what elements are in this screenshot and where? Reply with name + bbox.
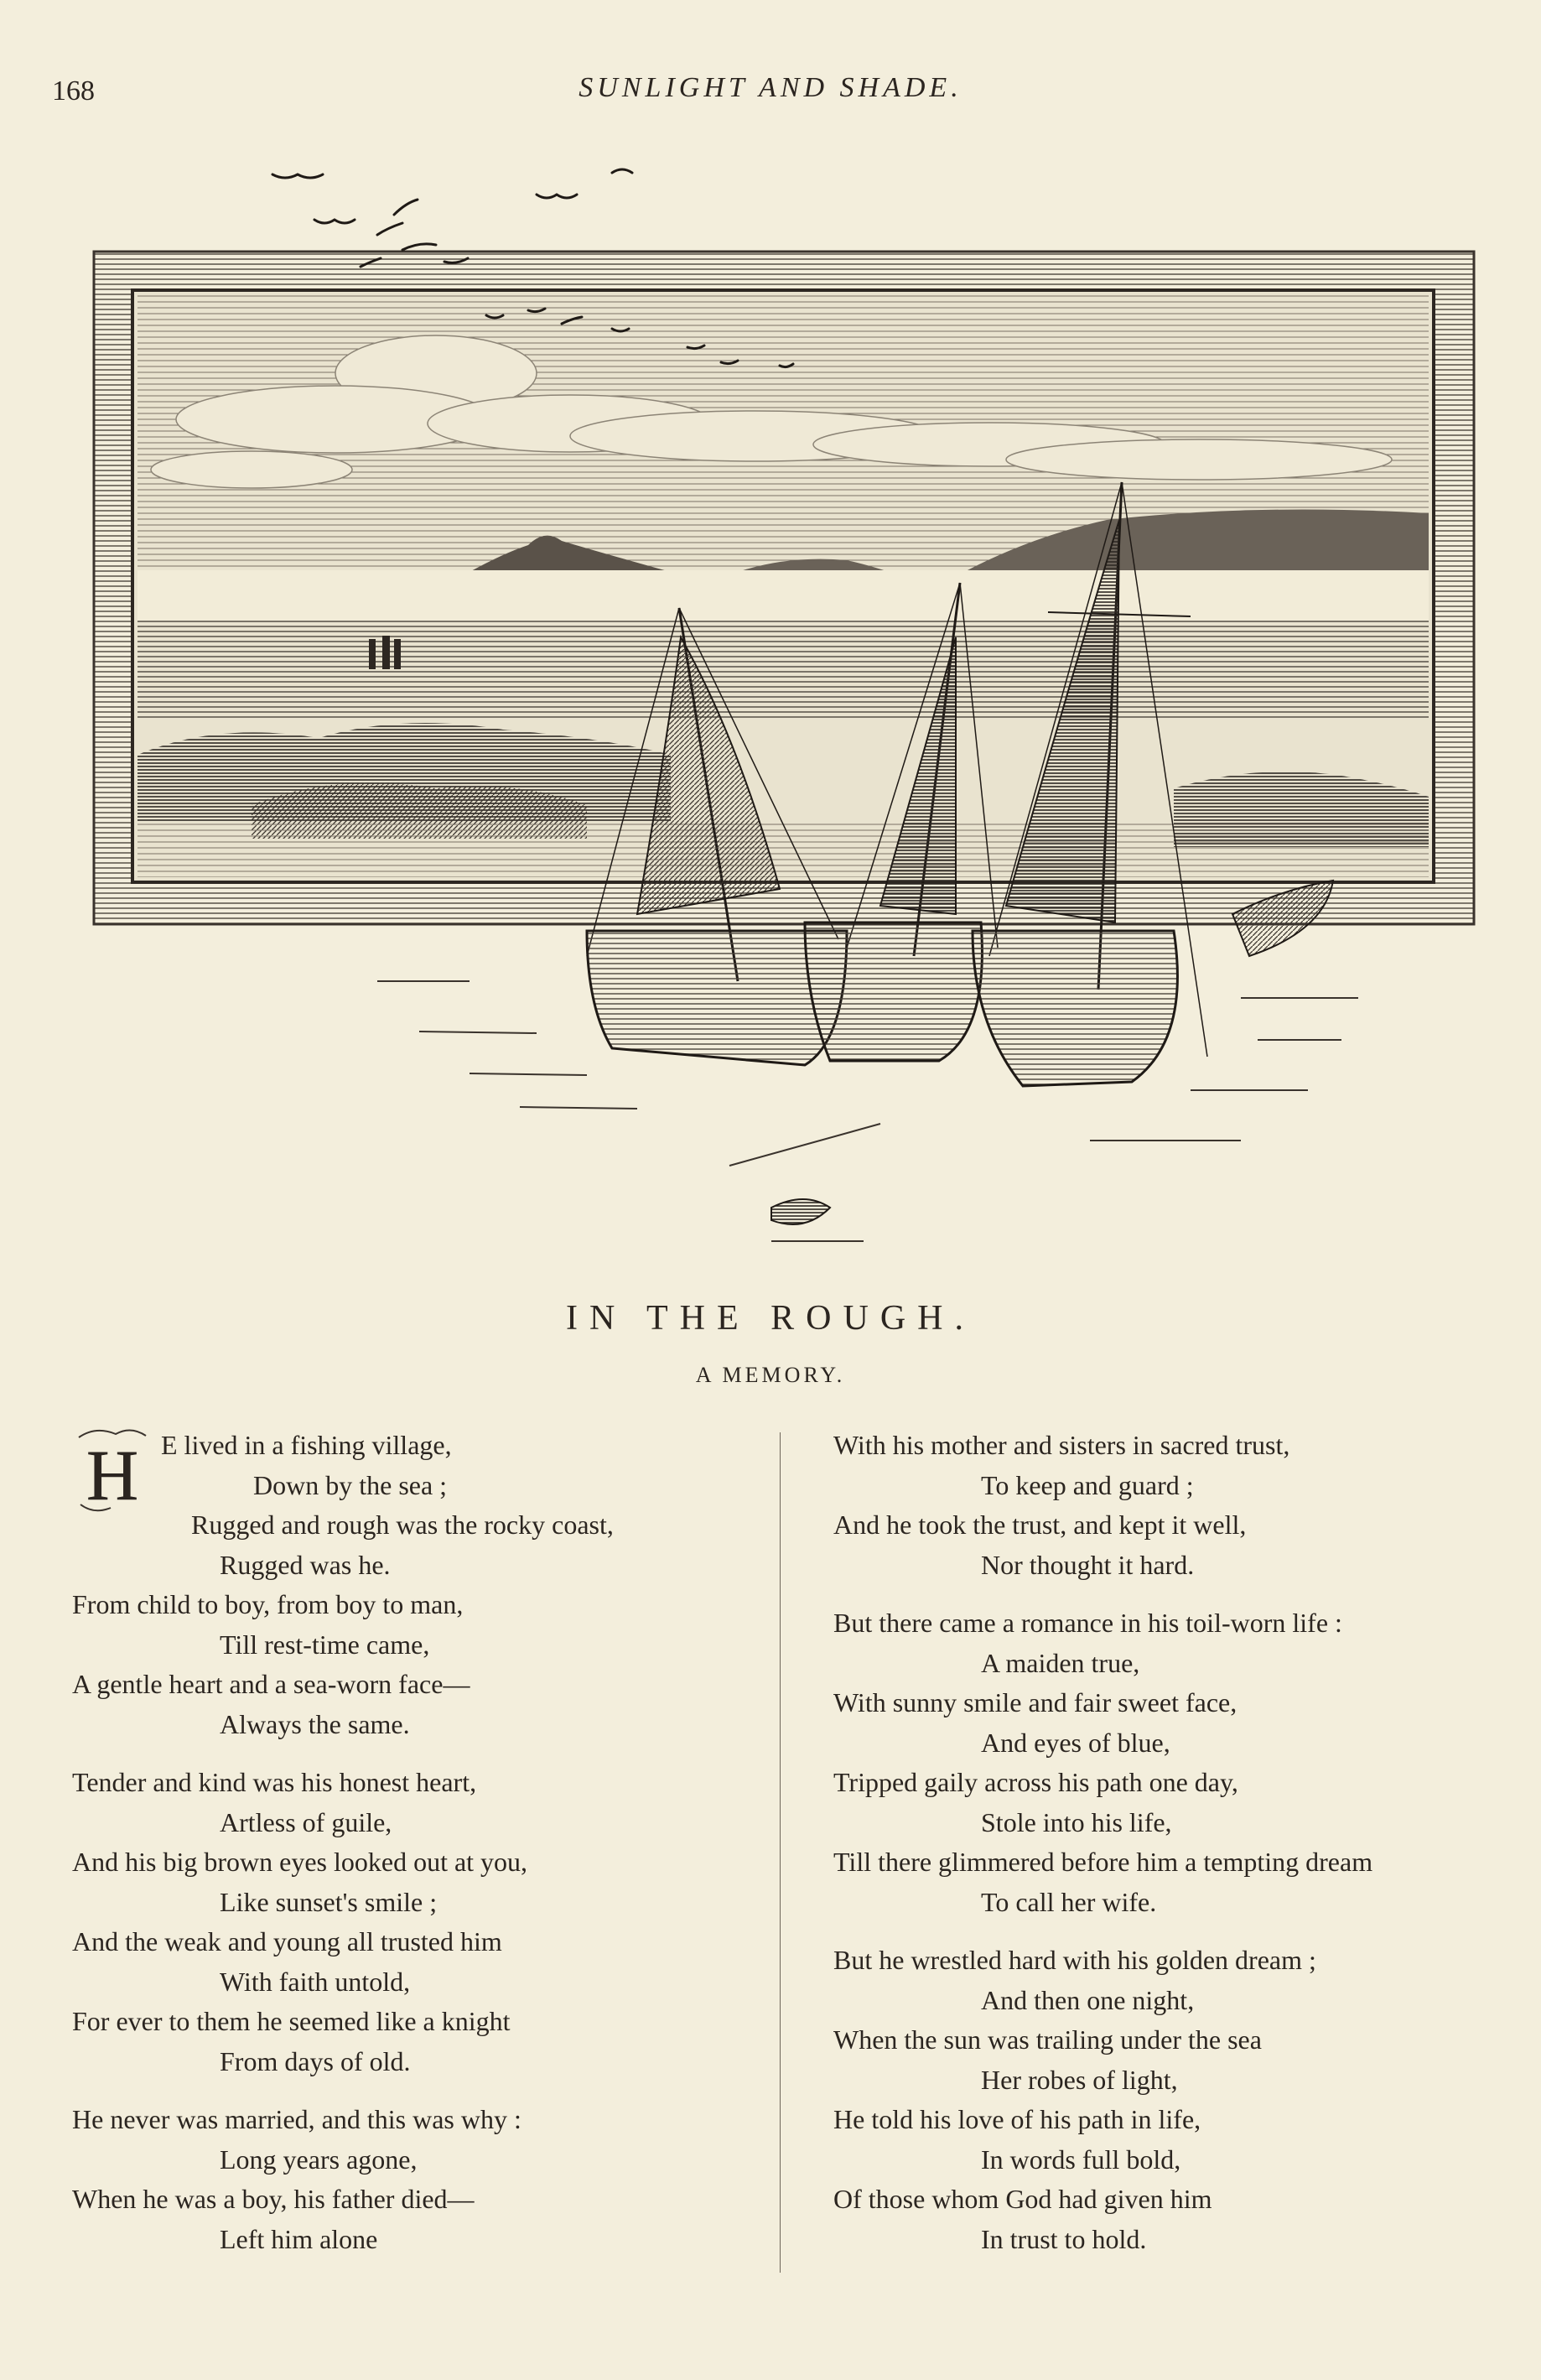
poem-line: With faith untold,: [220, 1966, 411, 1997]
poem-column-right: [833, 1426, 1538, 2278]
poem-line: With sunny smile and fair sweet face,: [833, 1687, 1237, 1717]
svg-text:H: H: [86, 1435, 139, 1515]
poem-line: Down by the sea ;: [253, 1469, 448, 1500]
poem-line: For ever to them he seemed like a knight: [72, 2006, 511, 2036]
poem-line: E lived in a fishing village,: [161, 1430, 452, 1460]
poem-line: From days of old.: [220, 2045, 411, 2076]
poem-line: And the weak and young all trusted him: [72, 1926, 502, 1956]
poem-line: When the sun was trailing under the sea: [833, 2024, 1262, 2055]
hull: [805, 922, 982, 1061]
poem-title: IN THE ROUGH.: [565, 1299, 976, 1338]
poem-line: Rugged was he.: [220, 1549, 391, 1580]
page-number: 168: [52, 75, 95, 107]
distant-figures: [369, 636, 401, 669]
ornamental-dropcap: [72, 1426, 153, 1515]
running-title: SUNLIGHT AND SHADE.: [579, 72, 962, 103]
poem-line: He told his love of his path in life,: [833, 2104, 1201, 2134]
poem-line: Nor thought it hard.: [981, 1549, 1195, 1580]
poem-line: Long years agone,: [220, 2144, 418, 2175]
column-divider: [780, 1432, 781, 2273]
poem-line: Artless of guile,: [220, 1806, 392, 1837]
anchor: [771, 1199, 830, 1224]
poem-line: He never was married, and this was why :: [72, 2104, 521, 2134]
poem-line: To call her wife.: [981, 1886, 1157, 1917]
poem-line: With his mother and sisters in sacred trust,: [833, 1430, 1290, 1460]
poem-line: But he wrestled hard with his golden dream ;: [833, 1945, 1316, 1975]
poem-line: Her robes of light,: [981, 2064, 1178, 2095]
poem-line: Tender and kind was his honest heart,: [72, 1767, 477, 1797]
poem-line: Stole into his life,: [981, 1806, 1172, 1837]
poem-line: Tripped gaily across his path one day,: [833, 1767, 1238, 1797]
poem-line: Of those whom God had given him: [833, 2184, 1212, 2214]
poem-line: Rugged and rough was the rocky coast,: [191, 1510, 614, 1540]
poem-line: Always the same.: [220, 1708, 410, 1739]
poem-line: Left him alone: [220, 2223, 378, 2254]
poem-line: In trust to hold.: [981, 2223, 1147, 2254]
sea: [137, 621, 1429, 721]
poem-line: In words full bold,: [981, 2144, 1181, 2175]
poem-line: And his big brown eyes looked out at you,: [72, 1847, 528, 1877]
poem-line: Till rest-time came,: [220, 1629, 430, 1660]
poem-line: To keep and guard ;: [981, 1469, 1194, 1500]
poem-line: When he was a boy, his father died—: [72, 2184, 475, 2214]
poem-line: A maiden true,: [981, 1647, 1140, 1678]
poem-line: A gentle heart and a sea-worn face—: [72, 1669, 470, 1699]
hull: [973, 931, 1177, 1086]
beach-inner: [137, 822, 1429, 877]
poem-line: From child to boy, from boy to man,: [72, 1589, 464, 1619]
poem-line: And then one night,: [981, 1984, 1195, 2015]
poem-line: And eyes of blue,: [981, 1727, 1170, 1758]
poem-line: Like sunset's smile ;: [220, 1886, 438, 1917]
poem-column-left: [72, 1426, 768, 2278]
poem-subtitle: A MEMORY.: [695, 1363, 846, 1387]
poem-line: But there came a romance in his toil-worn life :: [833, 1608, 1342, 1638]
poem-line: Till there glimmered before him a tempting dream: [833, 1847, 1373, 1877]
poem-line: And he took the trust, and kept it well,: [833, 1510, 1247, 1540]
sea-light: [137, 570, 1429, 621]
